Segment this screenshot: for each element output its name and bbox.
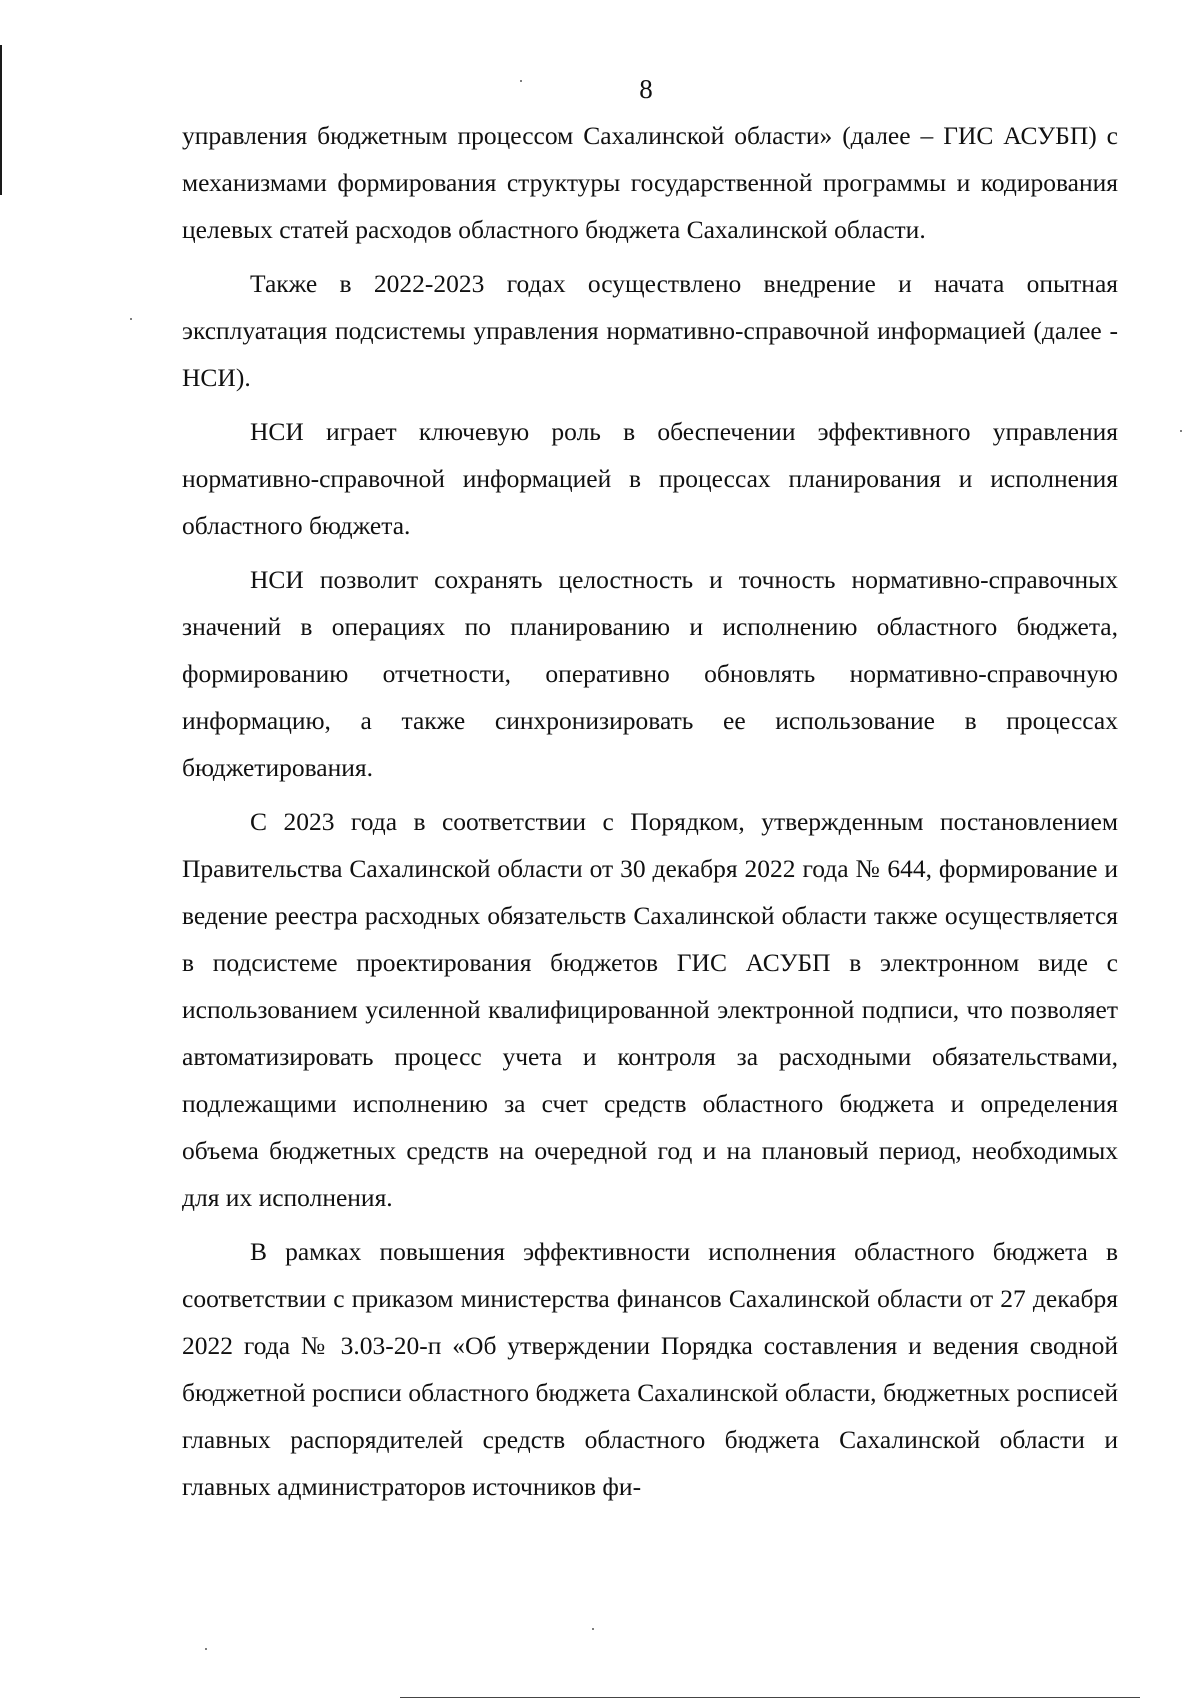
paragraph-3: НСИ играет ключевую роль в обеспечении эффективного управления нормативно-справочной информацией в процессах планирования и исполнения областного бюджета.: [182, 417, 1118, 540]
scan-speck: [130, 318, 132, 320]
document-body: [182, 112, 1118, 1517]
paragraph-6: В рамках повышения эффективности исполнения областного бюджета в соответствии с приказом министерства финансов Сахалинской области от 27 декабря 2022 года № 3.03-20-п «Об утверждении Порядка составления и ведения сводной бюджетной росписи областного бюджета Сахалинской области, бюджетных росписей главных распорядителей средств областного бюджета Сахалинской области и главных администраторов источников фи-: [182, 1237, 1118, 1501]
paragraph-4: НСИ позволит сохранять целостность и точность нормативно-справочных значений в операциях по планированию и исполнению областного бюджета, формированию отчетности, оперативно обновлять нормативно-справочную информацию, а также синхронизировать ее использование в процессах бюджетирования.: [182, 565, 1118, 782]
page-number: 8: [639, 74, 653, 104]
scan-speck: [1180, 430, 1182, 432]
bottom-edge-line: [400, 1697, 1140, 1698]
scan-speck: [520, 80, 522, 82]
scan-speck: [592, 1628, 594, 1630]
paragraph-1: управления бюджетным процессом Сахалинской области» (далее – ГИС АСУБП) с механизмами формирования структуры государственной программы и кодирования целевых статей расходов областного бюджета Сахалинской области.: [182, 121, 1118, 244]
scan-speck: [205, 1648, 207, 1650]
paragraph-2: Также в 2022-2023 годах осуществлено внедрение и начата опытная эксплуатация подсистемы управления нормативно-справочной информацией (далее - НСИ).: [182, 269, 1118, 392]
paragraph-5: С 2023 года в соответствии с Порядком, утвержденным постановлением Правительства Сахалинской области от 30 декабря 2022 года № 644, формирование и ведение реестра расходных обязательств Сахалинской области также осуществляется в подсистеме проектирования бюджетов ГИС АСУБП в электронном виде с использованием усиленной квалифицированной электронной подписи, что позволяет автоматизировать процесс учета и контроля за расходными обязательствами, подлежащими исполнению за счет средств областного бюджета и определения объема бюджетных средств на очередной год и на плановый период, необходимых для их исполнения.: [182, 807, 1118, 1212]
scan-edge-mark: [0, 45, 2, 195]
